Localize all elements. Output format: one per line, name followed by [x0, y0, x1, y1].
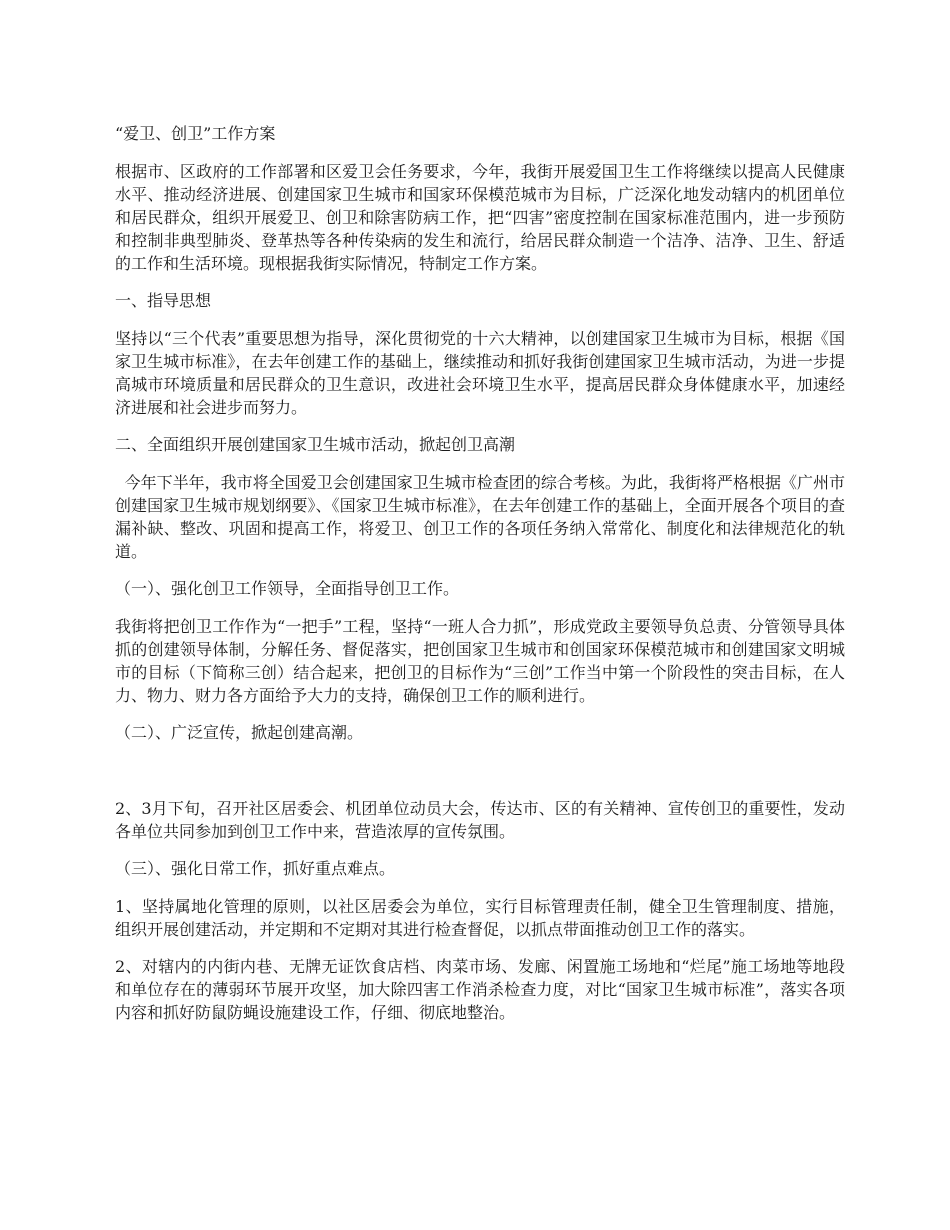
subsection-1-body: 我街将把创卫工作作为“一把手”工程，坚持“一班人合力抓”，形成党政主要领导负总责、分管领导具体抓的创建领导体制，分解任务、督促落实，把创国家卫生城市和创国家环保模范城市和创建国家文明城市的目标（下简称三创）结合起来，把创卫的目标作为“三创”工作当中第一个阶段性的突击目标，在人力、物力、财力各方面给予大力的支持，确保创卫工作的顺利进行。 — [115, 617, 845, 705]
document-page — [115, 122, 845, 1038]
subsection-3-item-1: 1、坚持属地化管理的原则，以社区居委会为单位，实行目标管理责任制，健全卫生管理制度、措施，组织开展创建活动，并定期和不定期对其进行检查督促，以抓点带面推动创卫工作的落实。 — [115, 897, 845, 939]
section-1-body: 坚持以“三个代表”重要思想为指导，深化贯彻党的十六大精神，以创建国家卫生城市为目标，根据《国家卫生城市标准》，在去年创建工作的基础上，继续推动和抓好我街创建国家卫生城市活动，为进一步提高城市环境质量和居民群众的卫生意识，改进社会环境卫生水平，提高居民群众身体健康水平，加速经济进展和社会进步而努力。 — [115, 329, 845, 417]
blank-gap — [115, 759, 845, 797]
section-1-heading: 一、指导思想 — [115, 291, 212, 310]
document-title: “爱卫、创卫”工作方案 — [115, 124, 276, 143]
subsection-3-item-2: 2、对辖内的内街内巷、无牌无证饮食店档、肉菜市场、发廊、闲置施工场地和“烂尾”施工场地等地段和单位存在的薄弱环节展开攻坚，加大除四害工作消杀检查力度，对比“国家卫生城市标准”，落实各项内容和抓好防鼠防蝇设施建设工作，仔细、彻底地整治。 — [115, 957, 845, 1022]
subsection-3-heading: （三）、强化日常工作，抓好重点难点。 — [115, 859, 396, 878]
subsection-2-item-2: 2、3月下旬，召开社区居委会、机团单位动员大会，传达市、区的有关精神、宣传创卫的重要性，发动各单位共同参加到创卫工作中来，营造浓厚的宣传氛围。 — [115, 799, 845, 841]
subsection-2-heading: （二）、广泛宣传，掀起创建高潮。 — [115, 723, 364, 742]
intro-paragraph: 根据市、区政府的工作部署和区爱卫会任务要求，今年，我街开展爱国卫生工作将继续以提高人民健康水平、推动经济进展、创建国家卫生城市和国家环保模范城市为目标，广泛深化地发动辖内的机团单位和居民群众，组织开展爱卫、创卫和除害防病工作，把“四害”密度控制在国家标准范围内，进一步预防和控制非典型肺炎、登革热等各种传染病的发生和流行，给居民群众制造一个洁净、洁净、卫生、舒适的工作和生活环境。现根据我街实际情况，特制定工作方案。 — [115, 162, 845, 273]
section-2-body: 今年下半年，我市将全国爱卫会创建国家卫生城市检查团的综合考核。为此，我街将严格根据《广州市创建国家卫生城市规划纲要》、《国家卫生城市标准》，在去年创建工作的基础上，全面开展各个项目的查漏补缺、整改、巩固和提高工作，将爱卫、创卫工作的各项任务纳入常常化、制度化和法律规范化的轨道。 — [115, 473, 845, 561]
subsection-1-heading: （一）、强化创卫工作领导，全面指导创卫工作。 — [115, 579, 460, 598]
section-2-heading: 二、全面组织开展创建国家卫生城市活动，掀起创卫高潮 — [115, 435, 516, 454]
